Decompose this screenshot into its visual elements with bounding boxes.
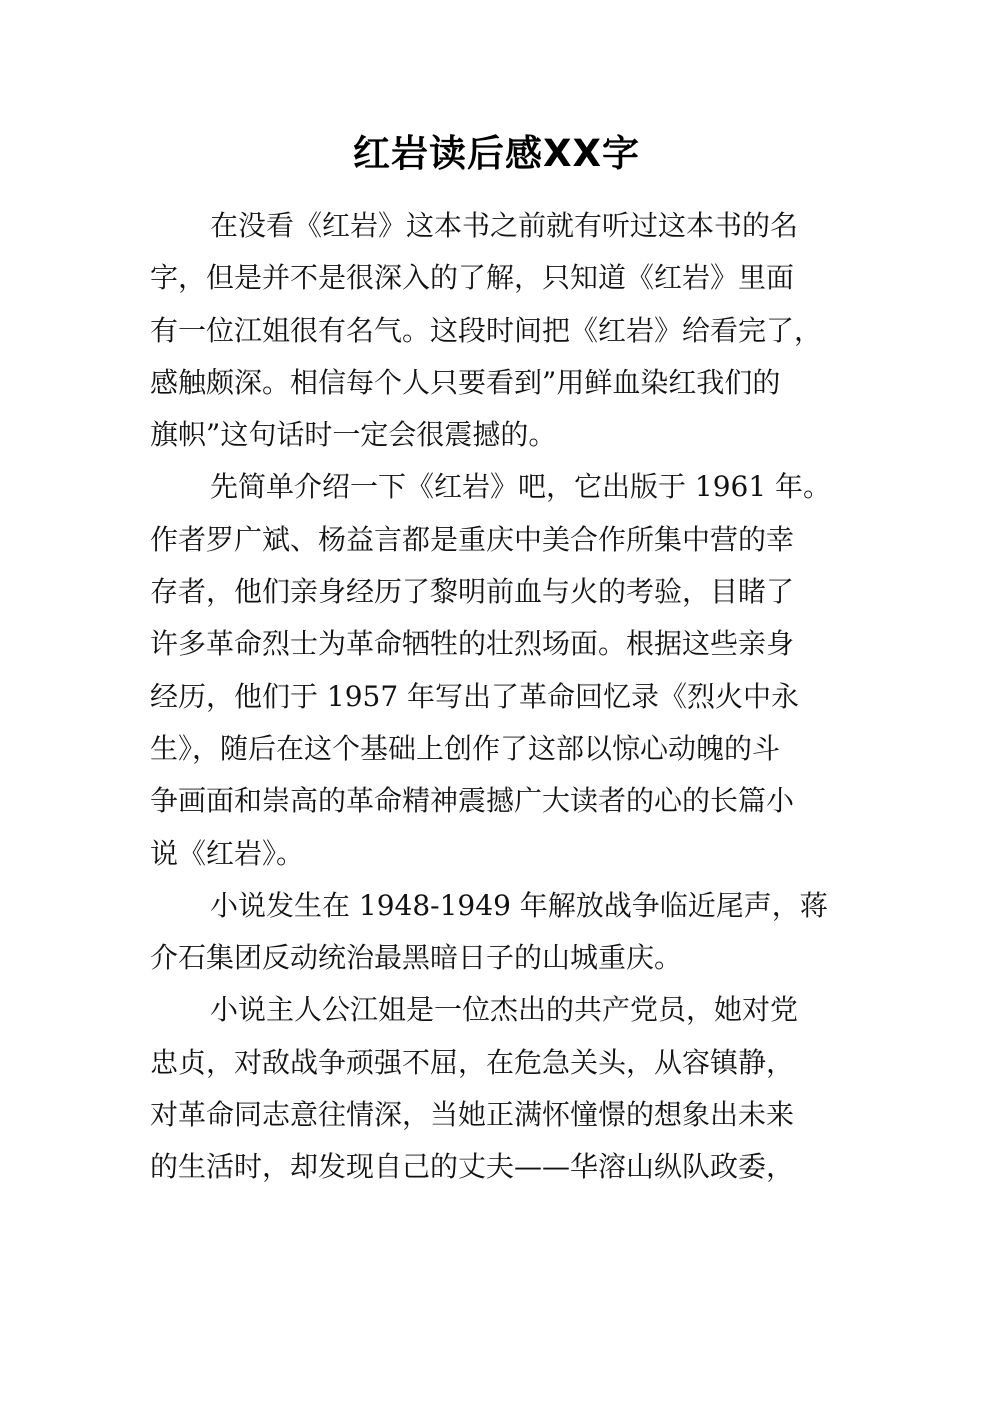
text-line: 小说发生在 1948-1949 年解放战争临近尾声，蒋 — [210, 888, 828, 922]
text-line: 许多革命烈士为革命牺牲的壮烈场面。根据这些亲身 — [150, 627, 795, 661]
text-line: 介石集团反动统治最黑暗日子的山城重庆。 — [150, 941, 683, 975]
text-line: 说《红岩》。 — [150, 836, 305, 870]
paragraph-1 — [150, 200, 870, 461]
document-body — [150, 200, 870, 1194]
text-line: 先简单介绍一下《红岩》吧，它出版于 1961 年。 — [210, 470, 832, 504]
text-line: 对革命同志意往情深，当她正满怀憧憬的想象出未来 — [150, 1098, 795, 1132]
paragraph-4 — [150, 984, 870, 1193]
text-line: 感触颇深。相信每个人只要看到”用鲜血染红我们的 — [150, 365, 781, 399]
text-line: 旗帜”这句话时一定会很震撼的。 — [150, 418, 557, 452]
text-line: 作者罗广斌、杨益言都是重庆中美合作所集中营的幸 — [150, 522, 795, 556]
text-line: 存者，他们亲身经历了黎明前血与火的考验，目睹了 — [150, 575, 795, 609]
text-line: 小说主人公江姐是一位杰出的共产党员，她对党 — [210, 993, 799, 1027]
text-line: 在没看《红岩》这本书之前就有听过这本书的名 — [210, 209, 799, 242]
text-line: 争画面和崇高的革命精神震撼广大读者的心的长篇小 — [150, 784, 795, 818]
text-line: 的生活时，却发现自己的丈夫——华溶山纵队政委， — [150, 1150, 795, 1184]
text-line: 有一位江姐很有名气。这段时间把《红岩》给看完了， — [150, 313, 823, 347]
text-line: 生》，随后在这个基础上创作了这部以惊心动魄的斗 — [150, 731, 781, 765]
text-line: 忠贞，对敌战争顽强不屈，在危急关头，从容镇静， — [150, 1045, 795, 1079]
paragraph-3 — [150, 880, 870, 985]
text-line: 字，但是并不是很深入的了解，只知道《红岩》里面 — [150, 261, 795, 295]
text-line: 经历，他们于 1957 年写出了革命回忆录《烈火中永 — [150, 679, 800, 713]
paragraph-2 — [150, 461, 870, 879]
document-title: 红岩读后感XX字 — [352, 132, 641, 175]
